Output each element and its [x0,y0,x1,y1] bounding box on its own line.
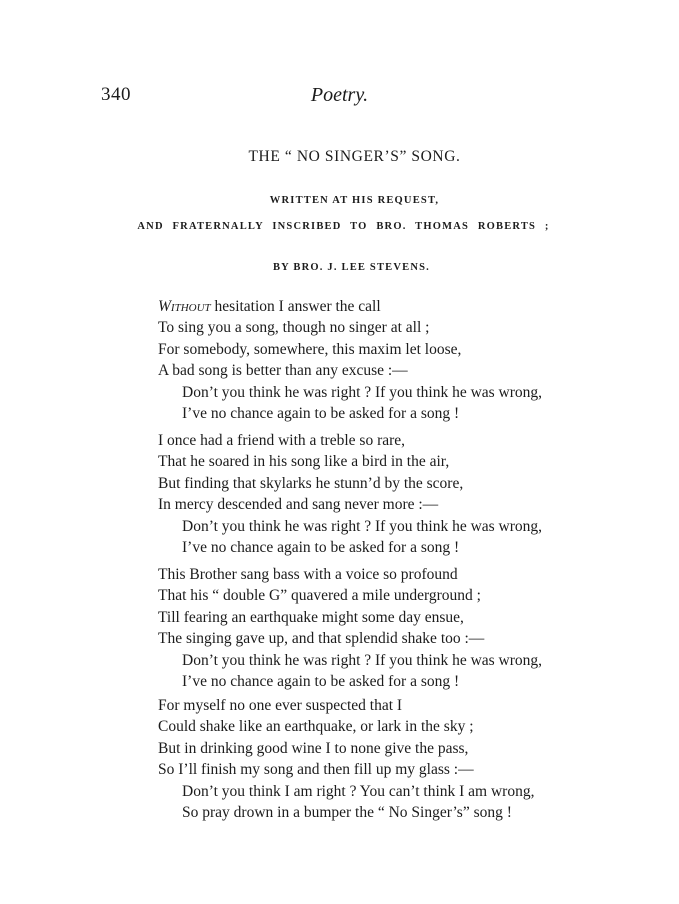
refrain-line: I’ve no chance again to be asked for a song ! [182,405,460,423]
page-number: 340 [101,84,131,105]
refrain-line: Don’t you think he was right ? If you think he was wrong, [182,383,543,401]
verse-line: So I’ll finish my song and then fill up my glass :— [158,761,474,779]
verse-line: Till fearing an earthquake might some day ensue, [158,608,464,626]
verse-line: That his “ double G” quavered a mile underground ; [158,587,481,605]
refrain-line: I’ve no chance again to be asked for a song ! [182,673,460,691]
stanza-1 [158,296,542,424]
poem-subtitle-request: WRITTEN AT HIS REQUEST, [269,195,440,206]
verse-line: The singing gave up, and that splendid shake too :— [158,630,485,648]
verse-line: But finding that skylarks he stunn’d by the score, [158,474,464,492]
verse-line: I once had a friend with a treble so rare, [158,432,406,449]
stanza-2 [158,430,542,558]
verse-line: Without hesitation I answer the call [158,298,381,315]
verse-line: A bad song is better than any excuse :— [158,362,408,380]
refrain-line: Don’t you think he was right ? If you think he was wrong, [182,517,543,535]
verse-line: For myself no one ever suspected that I [158,697,403,714]
refrain-line: Don’t you think he was right ? If you think he was wrong, [182,651,543,669]
refrain-line: Don’t you think I am right ? You can’t think I am wrong, [182,782,535,800]
running-title: Poetry. [310,84,369,106]
refrain-line: I’ve no chance again to be asked for a song ! [182,539,460,557]
verse-line: That he soared in his song like a bird in the air, [158,453,450,471]
stanza-4 [158,695,534,823]
stanza-3 [158,564,542,692]
refrain-line: So pray drown in a bumper the “ No Singer’s” song ! [182,804,512,822]
poem-byline: BY BRO. J. LEE STEVENS. [272,262,431,273]
verse-line: But in drinking good wine I to none give the pass, [158,739,469,757]
poem-title: THE “ NO SINGER’S” SONG. [248,148,461,165]
opening-word: Without [158,298,211,315]
verse-line: Could shake like an earthquake, or lark in the sky ; [158,718,474,736]
verse-line: This Brother sang bass with a voice so profound [158,566,458,583]
verse-line: For somebody, somewhere, this maxim let loose, [158,340,462,358]
verse-line: In mercy descended and sang never more :— [158,496,439,514]
poem-dedication: AND FRATERNALLY INSCRIBED TO BRO. THOMAS ROBERTS ; [137,221,550,232]
verse-line: To sing you a song, though no singer at all ; [158,319,430,337]
